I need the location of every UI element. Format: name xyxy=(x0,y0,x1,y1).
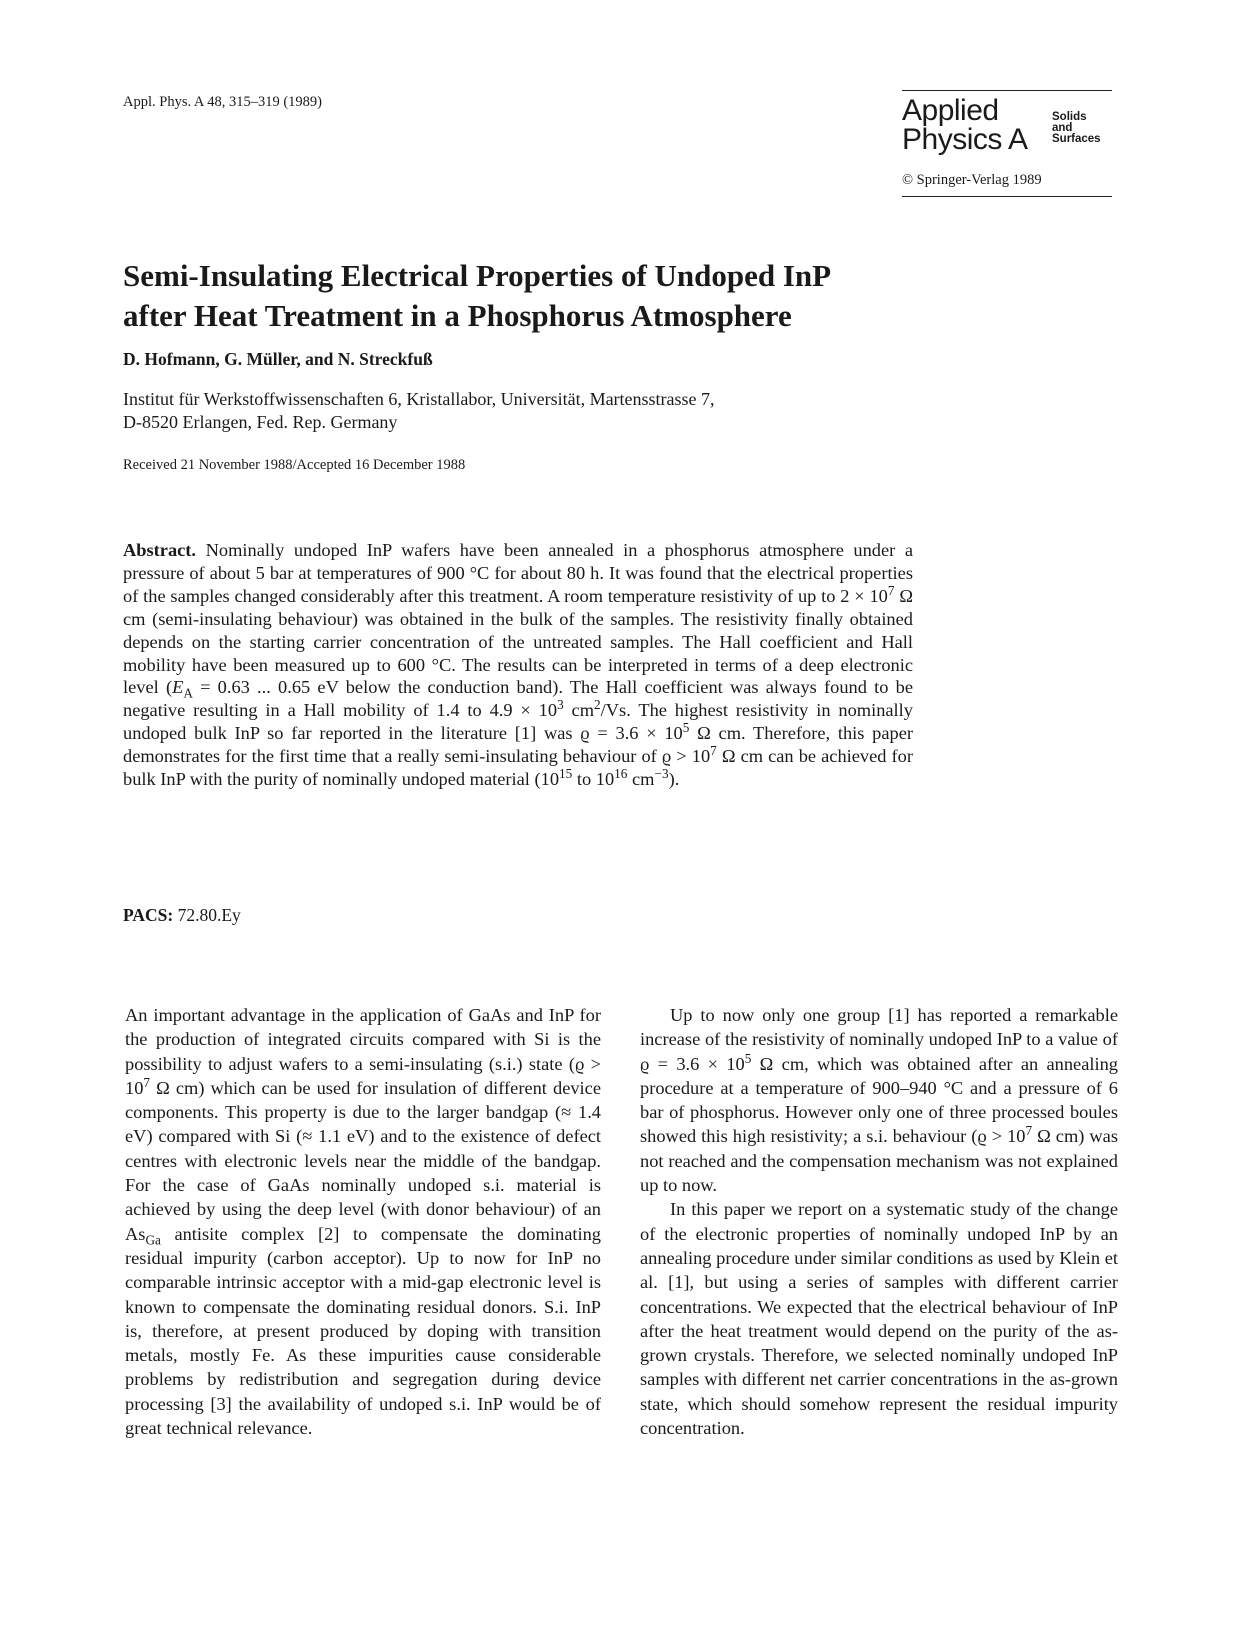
abstract-superscript: 3 xyxy=(557,697,564,713)
pacs-label: PACS: xyxy=(123,905,174,925)
body-superscript: 5 xyxy=(744,1050,752,1066)
abstract xyxy=(123,539,913,791)
affiliation-line2: D-8520 Erlangen, Fed. Rep. Germany xyxy=(123,412,398,432)
body-paragraph xyxy=(640,1003,1118,1197)
body-paragraph xyxy=(125,1003,601,1440)
received-dates: Received 21 November 1988/Accepted 16 December 1988 xyxy=(123,457,466,473)
abstract-text: to 10 xyxy=(572,769,615,790)
copyright-notice: © Springer-Verlag 1989 xyxy=(902,172,1042,188)
abstract-text: Ω cm (semi-insulating behaviour) was obtained in the bulk of the samples. The resistivity finally obtained depends on the starting carrier concentration of the untreated samples. The Hall coefficient and Hall mobility have been measured up to 600 °C. The results can be interpreted in terms of a deep electronic level ( xyxy=(123,585,914,698)
abstract-superscript: 16 xyxy=(614,765,628,781)
abstract-text: /Vs. The highest resistivity in nominally undoped bulk InP so far reported in the literature [1] was ϱ = 3.6 × 10 xyxy=(123,700,913,744)
body-text: antisite complex [2] to compensate the dominating residual impurity (carbon acceptor). Up to now for InP no comparable intrinsic acceptor with a mid-gap electronic level is known to compensate the dominating residual donors. S.i. InP is, therefore, at present produced by doping with transition metals, mostly Fe. As these impurities cause considerable problems by redistribution and segregation during device processing [3] the availability of undoped s.i. InP would be of great technical relevance. xyxy=(125,1223,601,1439)
pacs-code xyxy=(123,905,241,926)
abstract-superscript: 7 xyxy=(887,582,895,598)
abstract-text: Nominally undoped InP wafers have been annealed in a phosphorus atmosphere under a pressure of about 5 bar at temperatures of 900 °C for about 80 h. It was found that the electrical properties of the samples changed considerably after this treatment. A room temperature resistivity of up to 2 × 10 xyxy=(123,540,913,606)
body-text: Ω cm, which was obtained after an annealing procedure at a temperature of 900–940 °C and a pressure of 6 bar of phosphorus. However only one of three processed boules showed this high resistivity; a s.i. behaviour (ϱ > 10 xyxy=(640,1053,1118,1147)
abstract-symbol: E xyxy=(172,677,184,698)
author-list: D. Hofmann, G. Müller, and N. Streckfuß xyxy=(123,349,433,369)
journal-name-line1: Applied xyxy=(902,94,999,127)
abstract-text: cm xyxy=(563,700,595,721)
abstract-superscript: 7 xyxy=(710,743,717,759)
abstract-text: Ω cm can be achieved for bulk InP with the purity of nominally undoped material (10 xyxy=(123,746,913,790)
journal-section-line1: Solids xyxy=(1052,111,1087,123)
abstract-label: Abstract. xyxy=(123,540,197,560)
paper-title-line1: Semi-Insulating Electrical Properties of Undoped InP xyxy=(123,258,832,293)
body-text: Ω cm) which can be used for insulation of different device components. This property is due to the larger bandgap (≈ 1.4 eV) compared with Si (≈ 1.1 eV) and to the existence of defect centres with electronic levels near the middle of the bandgap. For the case of GaAs nominally undoped s.i. material is achieved by using the deep level (with donor behaviour) of an As xyxy=(125,1077,601,1244)
abstract-text: = 0.63 ... 0.65 eV below the conduction band). The Hall coefficient was always found to be negative resulting in a Hall mobility of 1.4 to 4.9 × 10 xyxy=(123,677,913,721)
body-paragraph: In this paper we report on a systematic study of the change of the electronic properties of nominally undoped InP by an annealing procedure under similar conditions as used by Klein et al. [1], but using a series of samples with different carrier concentrations. We expected that the electrical behaviour of InP after the heat treatment would depend on the purity of the as-grown crystals. Therefore, we selected nominally undoped InP samples with different net carrier concentrations in the as-grown state, which should somehow represent the residual impurity concentration. xyxy=(640,1199,1118,1439)
logo-top-rule xyxy=(902,90,1112,91)
body-superscript: 7 xyxy=(143,1074,151,1090)
body-column-left xyxy=(125,1003,601,1440)
abstract-superscript: 15 xyxy=(559,765,573,781)
paper-title-line2: after Heat Treatment in a Phosphorus Atmosphere xyxy=(123,298,792,333)
body-text: Up to now only one group [1] has reported a remarkable increase of the resistivity of nominally undoped InP to a value of ϱ = 3.6 × 10 xyxy=(640,1005,1118,1074)
journal-section-line3: Surfaces xyxy=(1052,133,1101,145)
affiliation-line1: Institut für Werkstoffwissenschaften 6, Kristallabor, Universität, Martensstrasse 7, xyxy=(123,389,715,409)
body-subscript: Ga xyxy=(145,1232,161,1248)
abstract-superscript: 2 xyxy=(594,697,601,713)
body-text: An important advantage in the application of GaAs and InP for the production of integrated circuits compared with Si is the possibility to adjust wafers to a semi-insulating (s.i.) state (ϱ > 10 xyxy=(125,1005,601,1098)
abstract-superscript: 5 xyxy=(682,720,690,736)
body-column-right xyxy=(640,1003,1118,1440)
abstract-text: ). xyxy=(668,769,680,790)
abstract-superscript: −3 xyxy=(654,765,669,781)
abstract-subscript: A xyxy=(183,686,193,702)
journal-name xyxy=(902,96,1028,154)
body-superscript: 7 xyxy=(1025,1123,1033,1139)
abstract-text: cm xyxy=(627,769,655,790)
journal-section-line2: and xyxy=(1052,122,1073,134)
abstract-text: Ω cm. Therefore, this paper demonstrates for the first time that a really semi-insulating behaviour of ϱ > 10 xyxy=(123,723,913,767)
journal-section xyxy=(1052,112,1101,145)
journal-citation: Appl. Phys. A 48, 315–319 (1989) xyxy=(123,94,322,110)
logo-bottom-rule xyxy=(902,196,1112,197)
journal-name-line2: Physics A xyxy=(902,123,1028,156)
paper-title xyxy=(123,256,1023,336)
body-text: Ω cm) was not reached and the compensation mechanism was not explained up to now. xyxy=(640,1126,1119,1196)
pacs-value: 72.80.Ey xyxy=(173,905,241,925)
affiliation xyxy=(123,388,963,434)
